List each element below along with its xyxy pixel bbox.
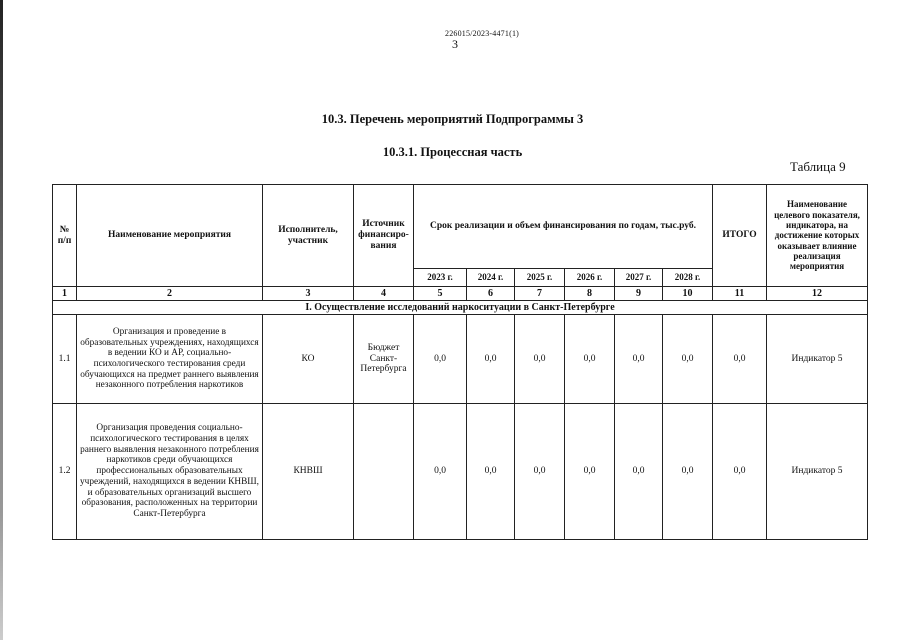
header-name: Наименование мероприятия	[77, 185, 263, 287]
row-indicator: Индикатор 5	[767, 315, 868, 404]
row-source: Бюджет Санкт-Петербурга	[354, 315, 414, 404]
header-row	[53, 185, 868, 269]
colnum-8: 8	[565, 287, 615, 301]
subsection-title: 10.3.1. Процессная часть	[382, 145, 523, 159]
year-2027: 2027 г.	[615, 269, 663, 287]
year-2023: 2023 г.	[414, 269, 467, 287]
year-2026: 2026 г.	[565, 269, 615, 287]
row-value-2024: 0,0	[467, 404, 515, 540]
section-title: 10.3. Перечень мероприятий Подпрограммы 3	[321, 112, 584, 126]
row-value-2024: 0,0	[467, 315, 515, 404]
colnum-2: 2	[77, 287, 263, 301]
table-row	[53, 315, 868, 404]
colnum-12: 12	[767, 287, 868, 301]
row-num: 1.1	[53, 315, 77, 404]
colnum-6: 6	[467, 287, 515, 301]
row-total: 0,0	[713, 404, 767, 540]
row-name: Организация проведения социально-психологического тестирования в целях раннего выявления незаконного потребления наркотиков среди обучающихся профессиональных образовательных учреждений, находящихся в ведении КНВШ, и образовательных организаций высшего образования, расположенных на территории Санкт-Петербурга	[77, 404, 263, 540]
column-numbers-row	[53, 287, 868, 301]
table-label: Таблица 9	[790, 159, 846, 174]
row-total: 0,0	[713, 315, 767, 404]
row-num: 1.2	[53, 404, 77, 540]
row-source	[354, 404, 414, 540]
colnum-4: 4	[354, 287, 414, 301]
row-value-2025: 0,0	[515, 404, 565, 540]
row-value-2023: 0,0	[414, 315, 467, 404]
scan-edge	[0, 0, 3, 640]
colnum-11: 11	[713, 287, 767, 301]
row-value-2026: 0,0	[565, 404, 615, 540]
row-executor: КО	[263, 315, 354, 404]
row-indicator: Индикатор 5	[767, 404, 868, 540]
row-name: Организация и проведение в образовательных учреждениях, находящихся в ведении КО и АР, социально-психологического тестирования среди обучающихся на предмет раннего выявления незаконного потребления наркотиков	[77, 315, 263, 404]
colnum-7: 7	[515, 287, 565, 301]
table-row	[53, 404, 868, 540]
row-value-2027: 0,0	[615, 315, 663, 404]
row-value-2023: 0,0	[414, 404, 467, 540]
year-2028: 2028 г.	[663, 269, 713, 287]
header-period: Срок реализации и объем финансирования по годам, тыс.руб.	[414, 185, 713, 269]
measures-table	[52, 184, 868, 540]
year-2025: 2025 г.	[515, 269, 565, 287]
header-num: № п/п	[53, 185, 77, 287]
page-number: 3	[452, 37, 458, 51]
row-value-2028: 0,0	[663, 404, 713, 540]
document-code: 226015/2023-4471(1)	[445, 29, 520, 38]
section-row	[53, 301, 868, 315]
colnum-3: 3	[263, 287, 354, 301]
row-value-2027: 0,0	[615, 404, 663, 540]
colnum-5: 5	[414, 287, 467, 301]
year-2024: 2024 г.	[467, 269, 515, 287]
header-executor: Исполнитель, участник	[263, 185, 354, 287]
section-heading: I. Осуществление исследований наркоситуации в Санкт-Петербурге	[53, 301, 868, 315]
header-total: ИТОГО	[713, 185, 767, 287]
row-value-2025: 0,0	[515, 315, 565, 404]
row-value-2026: 0,0	[565, 315, 615, 404]
colnum-10: 10	[663, 287, 713, 301]
row-value-2028: 0,0	[663, 315, 713, 404]
header-indicator: Наименование целевого показателя, индикатора, на достижение которых оказывает влияние реализация мероприятия	[767, 185, 868, 287]
colnum-1: 1	[53, 287, 77, 301]
row-executor: КНВШ	[263, 404, 354, 540]
colnum-9: 9	[615, 287, 663, 301]
header-source: Источник финансиро-вания	[354, 185, 414, 287]
